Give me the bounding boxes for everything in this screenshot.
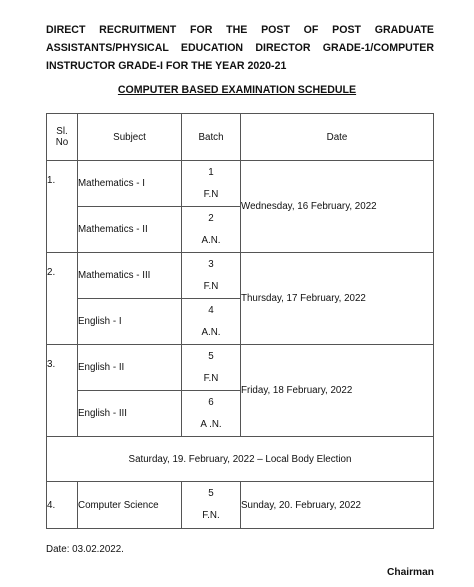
subject-cell: English - I xyxy=(78,299,182,345)
batch-cell xyxy=(182,391,241,437)
header-sl-no xyxy=(47,114,78,161)
heading-line-1: DIRECT RECRUITMENT FOR THE POST OF POST GRADUATE xyxy=(46,24,434,36)
subject-cell: English - III xyxy=(78,391,182,437)
schedule-title: COMPUTER BASED EXAMINATION SCHEDULE xyxy=(117,84,357,96)
batch-number: 5 xyxy=(208,350,214,362)
batch-session: F.N xyxy=(203,188,219,200)
election-notice-row xyxy=(47,437,434,482)
header-sl-line1: Sl. xyxy=(56,126,68,137)
table-row xyxy=(47,161,434,207)
sl-no-cell: 2. xyxy=(47,253,78,345)
table-header-row xyxy=(47,114,434,161)
table-row xyxy=(47,253,434,299)
batch-number: 6 xyxy=(208,396,214,408)
batch-session: A.N. xyxy=(201,234,221,246)
date-cell: Wednesday, 16 February, 2022 xyxy=(241,161,434,253)
subject-cell: Mathematics - III xyxy=(78,253,182,299)
batch-cell xyxy=(182,253,241,299)
batch-number: 5 xyxy=(208,488,214,499)
date-cell: Sunday, 20. February, 2022 xyxy=(241,482,434,529)
batch-session: A .N. xyxy=(200,418,222,430)
issue-date: Date: 03.02.2022. xyxy=(46,544,124,555)
batch-session: F.N xyxy=(203,372,219,384)
header-date: Date xyxy=(241,114,434,161)
date-cell: Friday, 18 February, 2022 xyxy=(241,345,434,437)
batch-number: 4 xyxy=(208,304,214,316)
batch-cell xyxy=(182,161,241,207)
batch-cell xyxy=(182,482,241,529)
batch-cell xyxy=(182,207,241,253)
heading-line-2: ASSISTANTS/PHYSICAL EDUCATION DIRECTOR GRADE-1/COMPUTER xyxy=(46,42,434,54)
date-cell: Thursday, 17 February, 2022 xyxy=(241,253,434,345)
batch-number: 3 xyxy=(208,258,214,270)
header-subject: Subject xyxy=(78,114,182,161)
batch-session: F.N xyxy=(203,280,219,292)
batch-cell xyxy=(182,345,241,391)
table-row xyxy=(47,345,434,391)
sl-no-cell: 3. xyxy=(47,345,78,437)
batch-number: 2 xyxy=(208,212,214,224)
subject-cell: Mathematics - II xyxy=(78,207,182,253)
batch-number: 1 xyxy=(208,166,214,178)
batch-session: F.N. xyxy=(202,510,220,521)
header-batch: Batch xyxy=(182,114,241,161)
exam-schedule-table xyxy=(46,113,434,529)
sl-no-cell: 4. xyxy=(47,482,78,529)
notification-heading xyxy=(46,21,434,75)
batch-session: A.N. xyxy=(201,326,221,338)
batch-cell xyxy=(182,299,241,345)
header-sl-line2: No xyxy=(55,137,69,148)
election-notice: Saturday, 19. February, 2022 – Local Body Election xyxy=(47,437,434,482)
table-row xyxy=(47,482,434,529)
subject-cell: Computer Science xyxy=(78,482,182,529)
subject-cell: English - II xyxy=(78,345,182,391)
subject-cell: Mathematics - I xyxy=(78,161,182,207)
heading-line-3: INSTRUCTOR GRADE-I FOR THE YEAR 2020-21 xyxy=(46,60,287,72)
signatory: Chairman xyxy=(387,567,434,578)
sl-no-cell: 1. xyxy=(47,161,78,253)
